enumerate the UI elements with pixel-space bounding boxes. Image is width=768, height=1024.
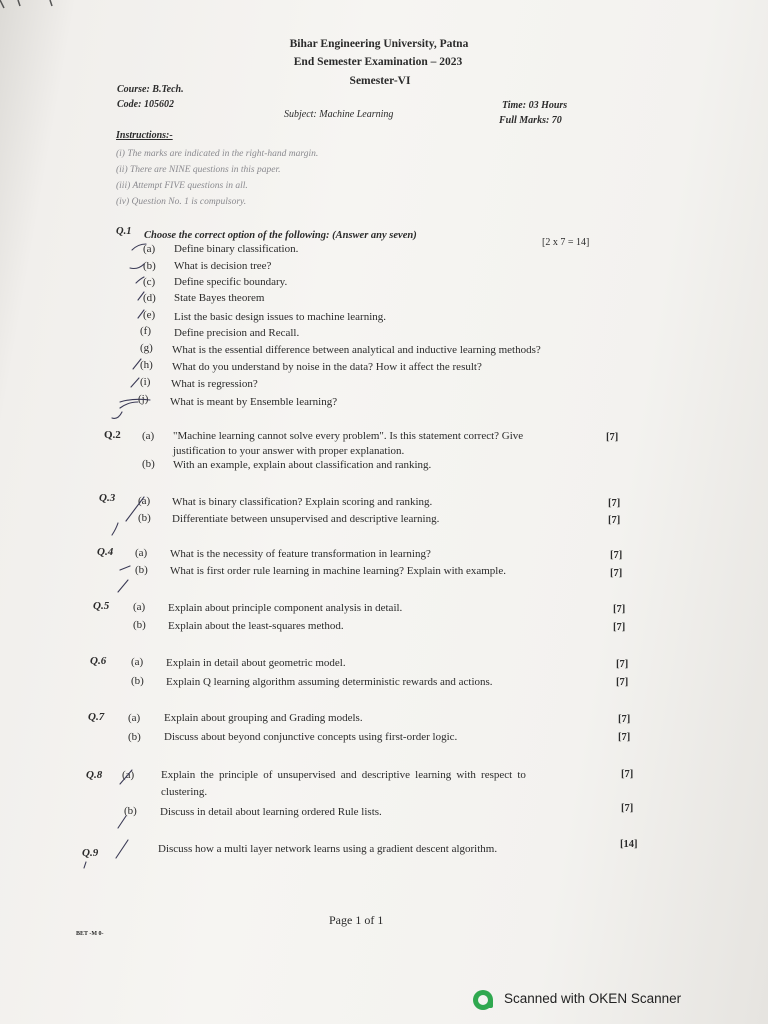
q1-item-b: What is decision tree? (174, 260, 272, 272)
q5-a-line-1: Explain about principle component analysis in detail. (168, 602, 403, 614)
q3-label-b: (b) (138, 512, 151, 524)
q1-label-h: (h) (140, 359, 153, 371)
pen-tick (120, 402, 138, 408)
q1-item-a: Define binary classification. (174, 243, 299, 255)
full-marks-label: Full Marks: 70 (499, 115, 562, 126)
q8-a-marks: [7] (621, 769, 634, 780)
q1-item-j: What is meant by Ensemble learning? (170, 396, 338, 408)
q1-item-d: State Bayes theorem (174, 292, 265, 304)
time-label: Time: 03 Hours (502, 100, 568, 111)
q3-b-marks: [7] (608, 515, 621, 526)
q1-label-b: (b) (143, 260, 156, 272)
instruction-item: (i) The marks are indicated in the right-hand margin. (116, 149, 319, 159)
corner-mark (50, 0, 52, 6)
q6-label-b: (b) (131, 675, 144, 687)
exam-title: End Semester Examination – 2023 (293, 56, 463, 68)
scanner-logo-icon (473, 990, 493, 1010)
q4-b-marks: [7] (610, 568, 623, 579)
q3-label-a: (a) (138, 495, 151, 507)
q5-b-marks: [7] (613, 622, 626, 633)
q5-a-marks: [7] (613, 604, 626, 615)
q1-item-f: Define precision and Recall. (174, 327, 300, 339)
question-1-title: Choose the correct option of the following: (Answer any seven) (144, 230, 417, 241)
q1-label-e: (e) (143, 309, 156, 321)
q6-label-a: (a) (131, 656, 144, 668)
q2-a-line-2: justification to your answer with proper explanation. (173, 445, 405, 457)
q5-label-b: (b) (133, 619, 146, 631)
q7-a-marks: [7] (618, 714, 631, 725)
q1-item-e: List the basic design issues to machine learning. (174, 311, 387, 323)
pen-tick (84, 862, 86, 868)
footer-code: BET -M 0- (76, 931, 104, 937)
q9-line-1: Discuss how a multi layer network learns using a gradient descent algorithm. (158, 843, 498, 855)
instruction-item: (ii) There are NINE questions in this paper. (116, 165, 281, 175)
q6-a-line-1: Explain in detail about geometric model. (166, 657, 346, 669)
question-1-marks: [2 x 7 = 14] (542, 237, 590, 248)
corner-mark (0, 0, 4, 8)
pen-tick (118, 580, 128, 592)
q8-b-line-1: Discuss in detail about learning ordered Rule lists. (160, 806, 382, 818)
q1-label-i: (i) (140, 376, 151, 388)
pen-tick (120, 566, 130, 570)
q6-b-marks: [7] (616, 677, 629, 688)
question-number-2: Q.2 (104, 429, 121, 441)
q3-a-line-1: What is binary classification? Explain scoring and ranking. (172, 496, 433, 508)
question-number-8: Q.8 (86, 769, 103, 781)
q5-label-a: (a) (133, 601, 146, 613)
pen-slash (116, 840, 128, 858)
q7-label-a: (a) (128, 712, 141, 724)
q8-b-marks: [7] (621, 803, 634, 814)
course-label: Course: B.Tech. (117, 84, 184, 95)
q1-label-f: (f) (140, 325, 151, 337)
q1-item-g: What is the essential difference between analytical and inductive learning methods? (172, 344, 541, 356)
q4-b-line-1: What is first order rule learning in machine learning? Explain with example. (170, 565, 506, 577)
instructions-title: Instructions:- (116, 130, 173, 141)
question-number-1: Q.1 (116, 226, 132, 237)
q8-a-line-2: clustering. (161, 786, 208, 798)
q1-label-c: (c) (143, 276, 156, 288)
q4-label-b: (b) (135, 564, 148, 576)
q4-a-line-1: What is the necessity of feature transformation in learning? (170, 548, 431, 560)
question-number-5: Q.5 (93, 600, 110, 612)
scanner-watermark: Scanned with OKEN Scanner (504, 991, 682, 1006)
q1-item-i: What is regression? (171, 378, 258, 390)
q1-label-d: (d) (143, 292, 156, 304)
q2-a-line-1: "Machine learning cannot solve every problem". Is this statement correct? Give (173, 430, 524, 442)
q7-a-line-1: Explain about grouping and Grading models. (164, 712, 363, 724)
q8-label-b: (b) (124, 805, 137, 817)
instruction-item: (iv) Question No. 1 is compulsory. (116, 197, 247, 207)
q1-item-c: Define specific boundary. (174, 276, 288, 288)
corner-mark (18, 0, 20, 6)
question-number-4: Q.4 (97, 546, 114, 558)
university-name: Bihar Engineering University, Patna (289, 38, 469, 50)
q8-label-a: (a) (122, 769, 135, 781)
subject-label: Subject: Machine Learning (284, 109, 394, 120)
pen-tick (130, 264, 144, 269)
q5-b-line-1: Explain about the least-squares method. (168, 620, 344, 632)
question-number-6: Q.6 (90, 655, 107, 667)
q2-label-b: (b) (142, 458, 155, 470)
q3-a-marks: [7] (608, 498, 621, 509)
q1-item-h: What do you understand by noise in the data? How it affect the result? (172, 361, 482, 373)
q1-label-a: (a) (143, 243, 156, 255)
question-number-9: Q.9 (82, 847, 99, 859)
q2-a-marks: [7] (606, 432, 619, 443)
q8-a-line-1: Explain the principle of unsupervised and descriptive learning with respect to (161, 769, 526, 781)
q7-b-line-1: Discuss about beyond conjunctive concepts using first-order logic. (164, 731, 458, 743)
pen-tick (131, 378, 139, 387)
q6-b-line-1: Explain Q learning algorithm assuming deterministic rewards and actions. (166, 676, 493, 688)
q1-label-g: (g) (140, 342, 153, 354)
page-number: Page 1 of 1 (329, 913, 384, 927)
question-number-3: Q.3 (99, 492, 116, 504)
q3-b-line-1: Differentiate between unsupervised and descriptive learning. (172, 513, 440, 525)
course-code: Code: 105602 (117, 99, 174, 110)
q2-label-a: (a) (142, 430, 155, 442)
pen-tick (112, 523, 118, 535)
q7-b-marks: [7] (618, 732, 631, 743)
q7-label-b: (b) (128, 731, 141, 743)
q1-label-j: (j) (138, 393, 149, 405)
question-number-7: Q.7 (88, 711, 105, 723)
pen-tick (118, 816, 126, 828)
semester-label: Semester-VI (349, 75, 411, 87)
q4-label-a: (a) (135, 547, 148, 559)
q9-marks: [14] (620, 839, 638, 850)
pen-tick (112, 412, 122, 418)
q2-b-line-1: With an example, explain about classification and ranking. (173, 459, 432, 471)
instruction-item: (iii) Attempt FIVE questions in all. (116, 181, 248, 191)
q4-a-marks: [7] (610, 550, 623, 561)
q6-a-marks: [7] (616, 659, 629, 670)
